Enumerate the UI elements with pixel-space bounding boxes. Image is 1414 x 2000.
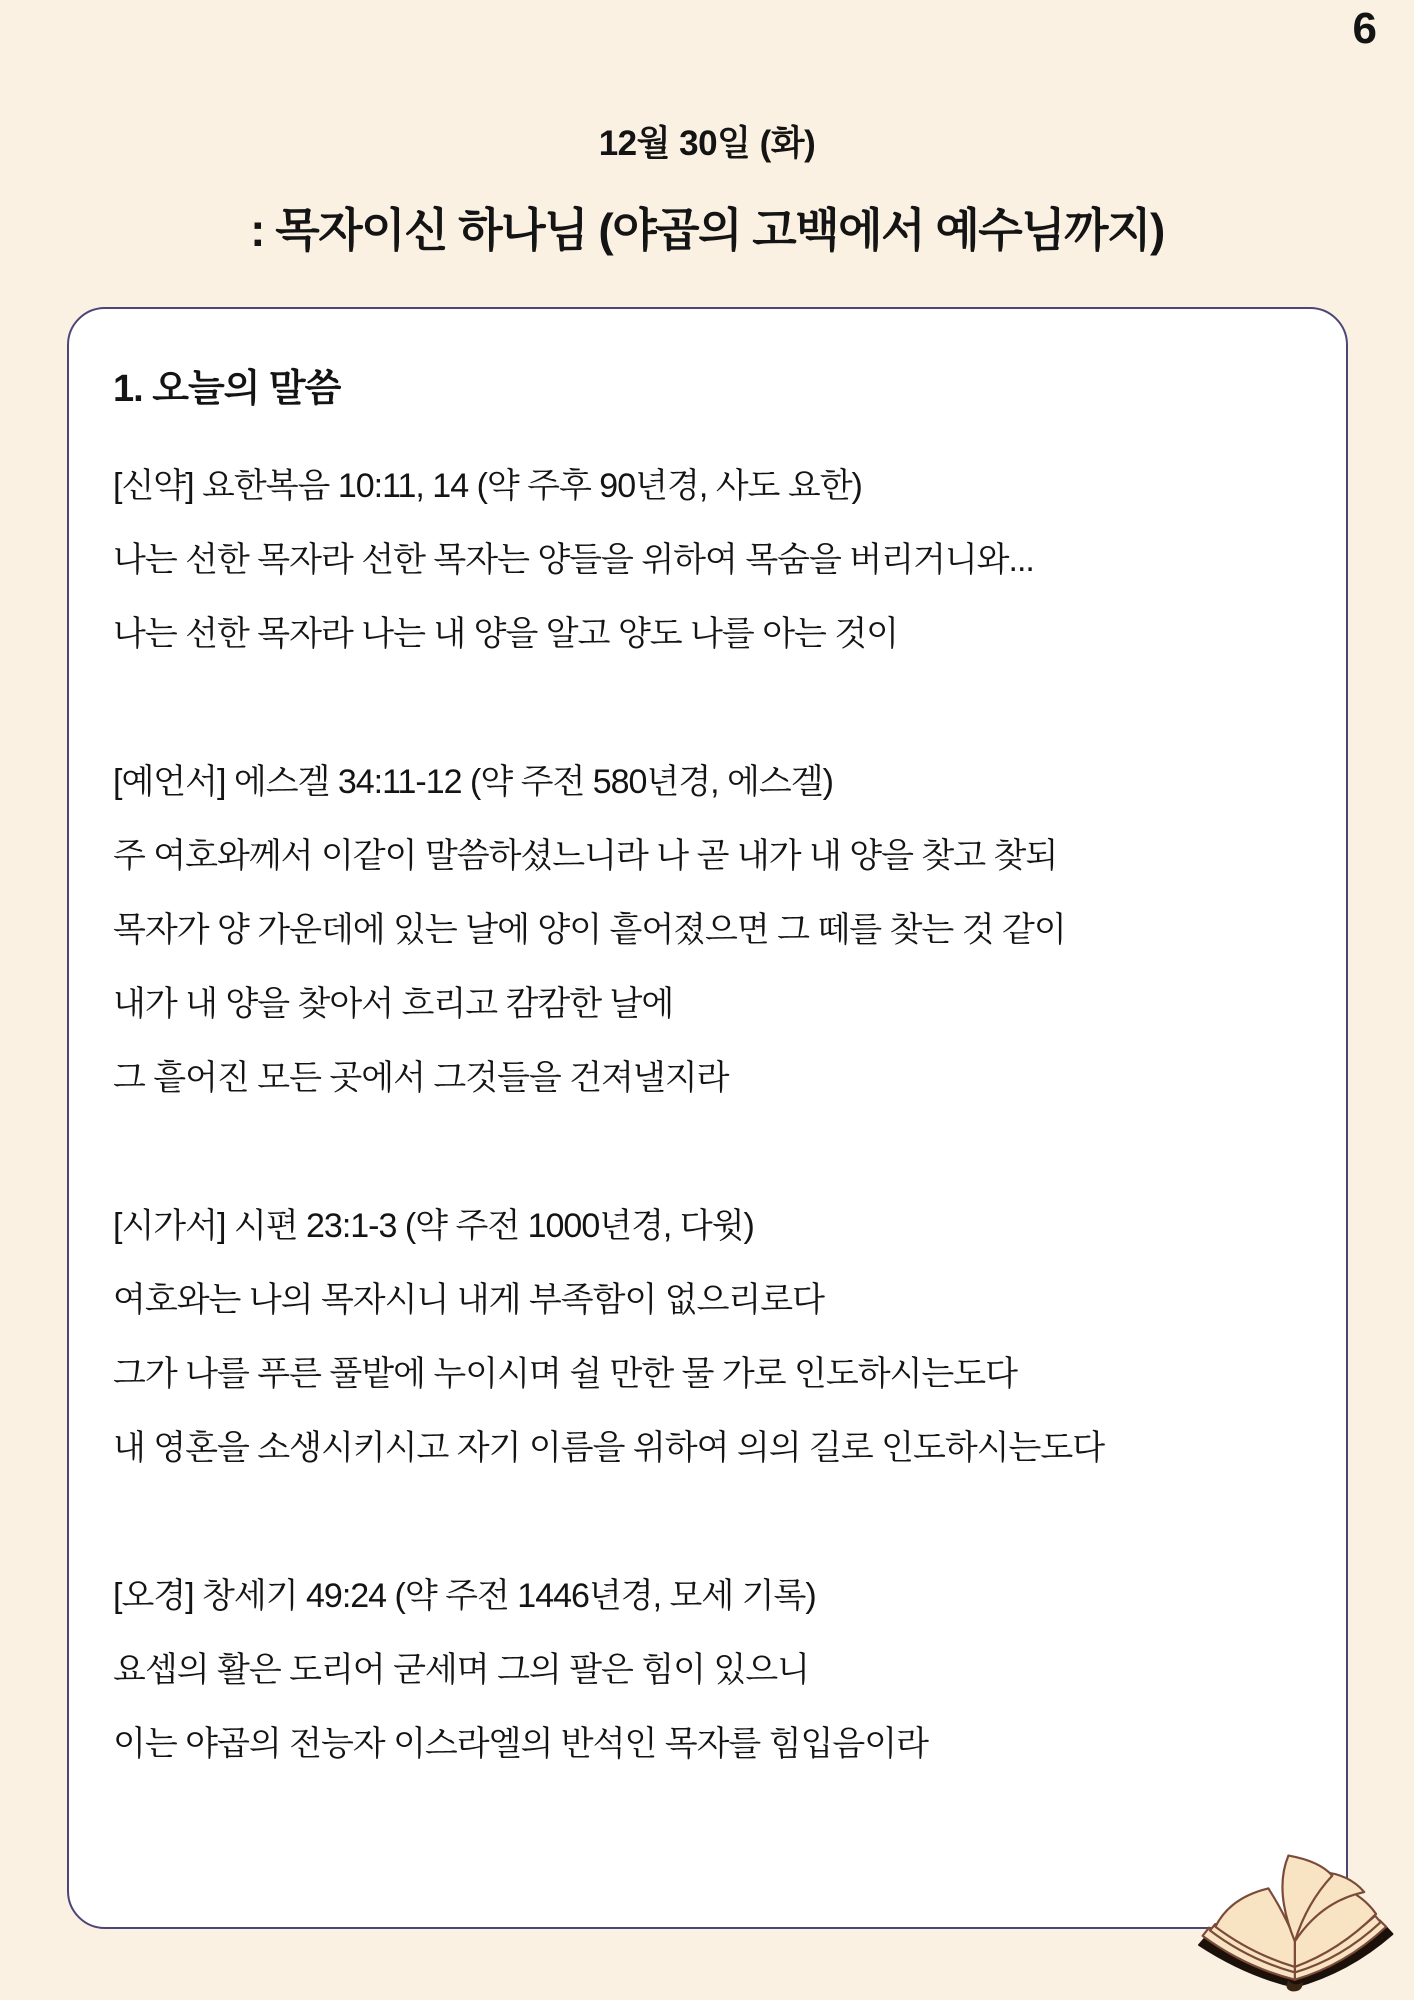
scripture-text-line: 이는 야곱의 전능자 이스라엘의 반석인 목자를 힘입음이라 xyxy=(113,1725,928,1763)
scripture-text-line: 주 여호와께서 이같이 말씀하셨느니라 나 곧 내가 내 양을 찾고 찾되 xyxy=(113,837,1058,875)
scripture-text-line: 그가 나를 푸른 풀밭에 누이시며 쉴 만한 물 가로 인도하시는도다 xyxy=(113,1355,1017,1393)
scripture-text-line: 요셉의 활은 도리어 굳세며 그의 팔은 힘이 있으니 xyxy=(113,1651,810,1689)
scripture-reference: [예언서] 에스겔 34:11-12 (약 주전 580년경, 에스겔) xyxy=(113,763,833,801)
page-number: 6 xyxy=(1352,4,1376,53)
scripture-text-line: 여호와는 나의 목자시니 내게 부족함이 없으리로다 xyxy=(113,1281,824,1319)
header-date: 12월 30일 (화) xyxy=(598,124,816,163)
scripture-text-line: 나는 선한 목자라 선한 목자는 양들을 위하여 목숨을 버리거니와... xyxy=(113,541,1034,579)
scripture-section-pentateuch xyxy=(113,1559,1302,1781)
scripture-reference: [시가서] 시편 23:1-3 (약 주전 1000년경, 다윗) xyxy=(113,1207,754,1245)
scripture-card xyxy=(67,307,1348,1929)
scripture-section-psalms xyxy=(113,1189,1302,1485)
scripture-text-line: 나는 선한 목자라 나는 내 양을 알고 양도 나를 아는 것이 xyxy=(113,615,899,653)
scripture-text-line: 내가 내 양을 찾아서 흐리고 캄캄한 날에 xyxy=(113,985,674,1023)
scripture-text-line: 목자가 양 가운데에 있는 날에 양이 흩어졌으면 그 떼를 찾는 것 같이 xyxy=(113,911,1066,949)
card-heading: 1. 오늘의 말씀 xyxy=(113,368,341,410)
scripture-text-line: 내 영혼을 소생시키시고 자기 이름을 위하여 의의 길로 인도하시는도다 xyxy=(113,1429,1105,1467)
scripture-section-new-testament xyxy=(113,449,1302,671)
scripture-reference: [신약] 요한복음 10:11, 14 (약 주후 90년경, 사도 요한) xyxy=(113,467,862,505)
page-title: : 목자이신 하나님 (야곱의 고백에서 예수님까지) xyxy=(250,204,1164,256)
scripture-text-line: 그 흩어진 모든 곳에서 그것들을 건져낼지라 xyxy=(113,1059,729,1097)
scripture-section-prophets xyxy=(113,745,1302,1115)
scripture-reference: [오경] 창세기 49:24 (약 주전 1446년경, 모세 기록) xyxy=(113,1577,816,1615)
open-book-icon xyxy=(1188,1850,1398,1998)
